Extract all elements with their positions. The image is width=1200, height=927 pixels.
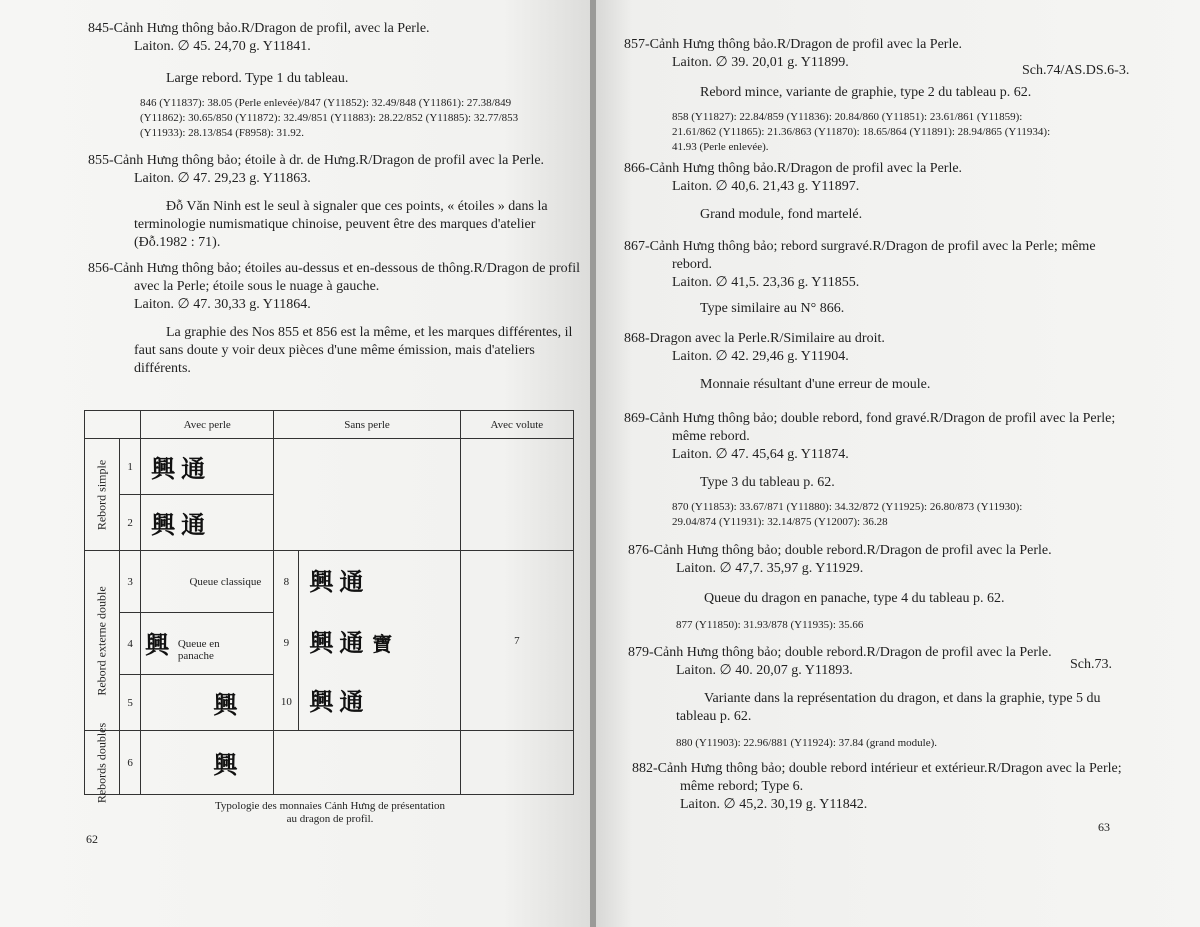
- entry-879-specs: Laiton. ∅ 40. 20,07 g. Y11893.: [676, 663, 853, 678]
- coin-glyph: 興通: [151, 511, 212, 539]
- glyph-cell: [141, 731, 274, 795]
- row-number: 8: [283, 575, 290, 588]
- coin-glyph: 興通: [309, 687, 370, 716]
- coin-glyph: 興通: [151, 455, 212, 483]
- entry-879-ref: Sch.73.: [1070, 657, 1112, 672]
- caption-line: Typologie des monnaies Cảnh Hưng de présentation: [214, 800, 446, 812]
- empty-cell: [274, 731, 460, 795]
- entry-882-specs: Laiton. ∅ 45,2. 30,19 g. Y11842.: [680, 797, 868, 812]
- entry-879-list: 880 (Y11903): 22.96/881 (Y11924): 37.84 (grand module).: [676, 737, 938, 749]
- left-page: [0, 0, 592, 927]
- header-avec-volute: Avec volute: [460, 411, 573, 439]
- coin-glyph: 興: [145, 630, 176, 659]
- entry-882-title: même rebord; Type 6.: [680, 779, 804, 794]
- entry-869-title: même rebord.: [672, 429, 750, 444]
- row-number: 6: [120, 731, 141, 795]
- table-caption: [190, 800, 470, 826]
- row-number: 1: [120, 439, 141, 495]
- header-avec-perle: Avec perle: [141, 411, 274, 439]
- empty-cell: [274, 439, 460, 551]
- entry-868-note: Monnaie résultant d'une erreur de moule.: [700, 377, 931, 392]
- entry-866-note: Grand module, fond martelé.: [700, 207, 863, 222]
- group-label: Rebords doubles: [94, 722, 109, 803]
- row-number: 2: [120, 495, 141, 551]
- entry-855-paragraph: terminologie numismatique chinoise, peuvent être des marques d'atelier: [134, 217, 536, 232]
- entry-856-paragraph: faut sans doute y voir deux pièces d'une même émission, mais d'ateliers: [134, 343, 535, 358]
- entry-879-note: tableau p. 62.: [676, 709, 752, 724]
- group-rebords-doubles: [85, 722, 120, 803]
- coin-glyph: 興通: [309, 567, 370, 596]
- entry-856-title: avec la Perle; étoile sous le nuage à gauche.: [134, 279, 380, 294]
- coin-glyph: 興通: [309, 628, 370, 657]
- header-sans-perle: Sans perle: [274, 411, 460, 439]
- entry-845-list: 846 (Y11837): 38.05 (Perle enlevée)/847 (Y11852): 32.49/848 (Y11861): 27.38/849: [140, 97, 512, 109]
- sans-perle-numbers: [274, 551, 299, 731]
- sans-perle-glyphs: [299, 551, 460, 731]
- entry-869-specs: Laiton. ∅ 47. 45,64 g. Y11874.: [672, 447, 849, 462]
- glyph-cell: [141, 675, 274, 731]
- entry-868-specs: Laiton. ∅ 42. 29,46 g. Y11904.: [672, 349, 849, 364]
- entry-876-note: Queue du dragon en panache, type 4 du tableau p. 62.: [704, 591, 1005, 606]
- group-label: Rebord externe double: [94, 585, 109, 696]
- group-rebord-simple: [85, 439, 120, 551]
- entry-867-title: rebord.: [672, 257, 713, 272]
- entry-866-specs: Laiton. ∅ 40,6. 21,43 g. Y11897.: [672, 179, 860, 194]
- table-corner: [85, 411, 141, 439]
- typology-table: [84, 410, 574, 803]
- entry-879-note: Variante dans la représentation du dragon, et dans la graphie, type 5 du: [704, 691, 1101, 706]
- entry-845-specs: Laiton. ∅ 45. 24,70 g. Y11841.: [134, 39, 311, 54]
- entry-869-note: Type 3 du tableau p. 62.: [700, 475, 835, 490]
- entry-869-title: 869-Cảnh Hưng thông bảo; double rebord, fond gravé.R/Dragon de profil avec la Perle;: [624, 411, 1116, 426]
- empty-cell: [460, 439, 573, 551]
- entry-857-list: 858 (Y11827): 22.84/859 (Y11836): 20.84/860 (Y11851): 23.61/861 (Y11859):: [672, 111, 1023, 123]
- entry-876-title: 876-Cảnh Hưng thông bảo; double rebord.R/Dragon de profil avec la Perle.: [628, 543, 1052, 558]
- entry-855-paragraph: (Đỗ.1982 : 71).: [134, 235, 221, 250]
- entry-856-specs: Laiton. ∅ 47. 30,33 g. Y11864.: [134, 297, 311, 312]
- right-page: [596, 0, 1200, 927]
- entry-857-note: Rebord mince, variante de graphie, type 2 du tableau p. 62.: [700, 85, 1032, 100]
- entry-879-title: 879-Cảnh Hưng thông bảo; double rebord.R/Dragon de profil avec la Perle.: [628, 645, 1052, 660]
- row-number: 7: [514, 634, 520, 647]
- entry-857-list: 21.61/862 (Y11865): 21.36/863 (Y11870): 18.65/864 (Y11891): 28.94/865 (Y11934):: [672, 126, 1051, 138]
- entry-866-title: 866-Cảnh Hưng thông bảo.R/Dragon de profil avec la Perle.: [624, 161, 963, 176]
- page-number: 62: [86, 832, 98, 846]
- entry-857-ref: Sch.74/AS.DS.6-3.: [1022, 63, 1130, 78]
- entry-876-specs: Laiton. ∅ 47,7. 35,97 g. Y11929.: [676, 561, 864, 576]
- entry-855-specs: Laiton. ∅ 47. 29,23 g. Y11863.: [134, 171, 311, 186]
- entry-857-list: 41.93 (Perle enlevée).: [672, 141, 769, 153]
- entry-855-paragraph: Đỗ Văn Ninh est le seul à signaler que ces points, « étoiles » dans la: [166, 199, 548, 214]
- entry-856-paragraph: différents.: [134, 361, 191, 376]
- entry-845-list: (Y11862): 30.65/850 (Y11872): 32.49/851 (Y11883): 28.22/852 (Y11885): 32.77/853: [140, 112, 519, 124]
- entry-882-title: 882-Cảnh Hưng thông bảo; double rebord intérieur et extérieur.R/Dragon avec la Perle;: [632, 761, 1122, 776]
- entry-856-paragraph: La graphie des Nos 855 et 856 est la même, et les marques différentes, il: [166, 325, 573, 340]
- empty-cell: [460, 731, 573, 795]
- entry-845-note: Large rebord. Type 1 du tableau.: [166, 71, 349, 86]
- entry-856-title: 856-Cảnh Hưng thông bảo; étoiles au-dessus et en-dessous de thông.R/Dragon de profil: [88, 261, 581, 276]
- entry-845-title: 845-Cảnh Hưng thông bảo.R/Dragon de profil, avec la Perle.: [88, 21, 430, 36]
- entry-867-title: 867-Cảnh Hưng thông bảo; rebord surgravé.R/Dragon de profil avec la Perle; même: [624, 239, 1096, 254]
- volute-cell: [460, 551, 573, 731]
- row-number: 4: [120, 613, 141, 675]
- row-number: 10: [280, 695, 292, 708]
- entry-857-specs: Laiton. ∅ 39. 20,01 g. Y11899.: [672, 55, 849, 70]
- entry-867-specs: Laiton. ∅ 41,5. 23,36 g. Y11855.: [672, 275, 860, 290]
- entry-868-title: 868-Dragon avec la Perle.R/Similaire au droit.: [624, 331, 885, 346]
- entry-867-note: Type similaire au N° 866.: [700, 301, 845, 316]
- group-label: Rebord simple: [94, 459, 109, 530]
- queue-classique-label: Queue classique: [189, 575, 262, 588]
- page-number: 63: [1098, 820, 1110, 834]
- entry-876-list: 877 (Y11850): 31.93/878 (Y11935): 35.66: [676, 619, 864, 631]
- glyph-cell: [141, 495, 274, 551]
- entry-855-title: 855-Cảnh Hưng thông bảo; étoile à dr. de Hưng.R/Dragon de profil avec la Perle.: [88, 153, 545, 168]
- coin-glyph-bao: 寶: [372, 631, 399, 656]
- entry-845-list: (Y11933): 28.13/854 (F8958): 31.92.: [140, 127, 304, 139]
- queue-panache-cell: [141, 613, 274, 675]
- row-number: 3: [120, 551, 141, 613]
- entry-857-title: 857-Cảnh Hưng thông bảo.R/Dragon de profil avec la Perle.: [624, 37, 963, 52]
- entry-869-list: 870 (Y11853): 33.67/871 (Y11880): 34.32/872 (Y11925): 26.80/873 (Y11930):: [672, 501, 1023, 513]
- group-rebord-externe-double: [85, 551, 120, 731]
- queue-panache-label: Queue en panache: [177, 638, 220, 663]
- row-number: 5: [120, 675, 141, 731]
- row-number: 9: [283, 636, 290, 649]
- caption-line: au dragon de profil.: [286, 813, 374, 825]
- coin-glyph: 興: [213, 691, 244, 719]
- glyph-cell: [141, 439, 274, 495]
- queue-classique-cell: [141, 551, 274, 613]
- entry-869-list: 29.04/874 (Y11931): 32.14/875 (Y12007): 36.28: [672, 516, 888, 528]
- coin-glyph: 興: [213, 751, 244, 779]
